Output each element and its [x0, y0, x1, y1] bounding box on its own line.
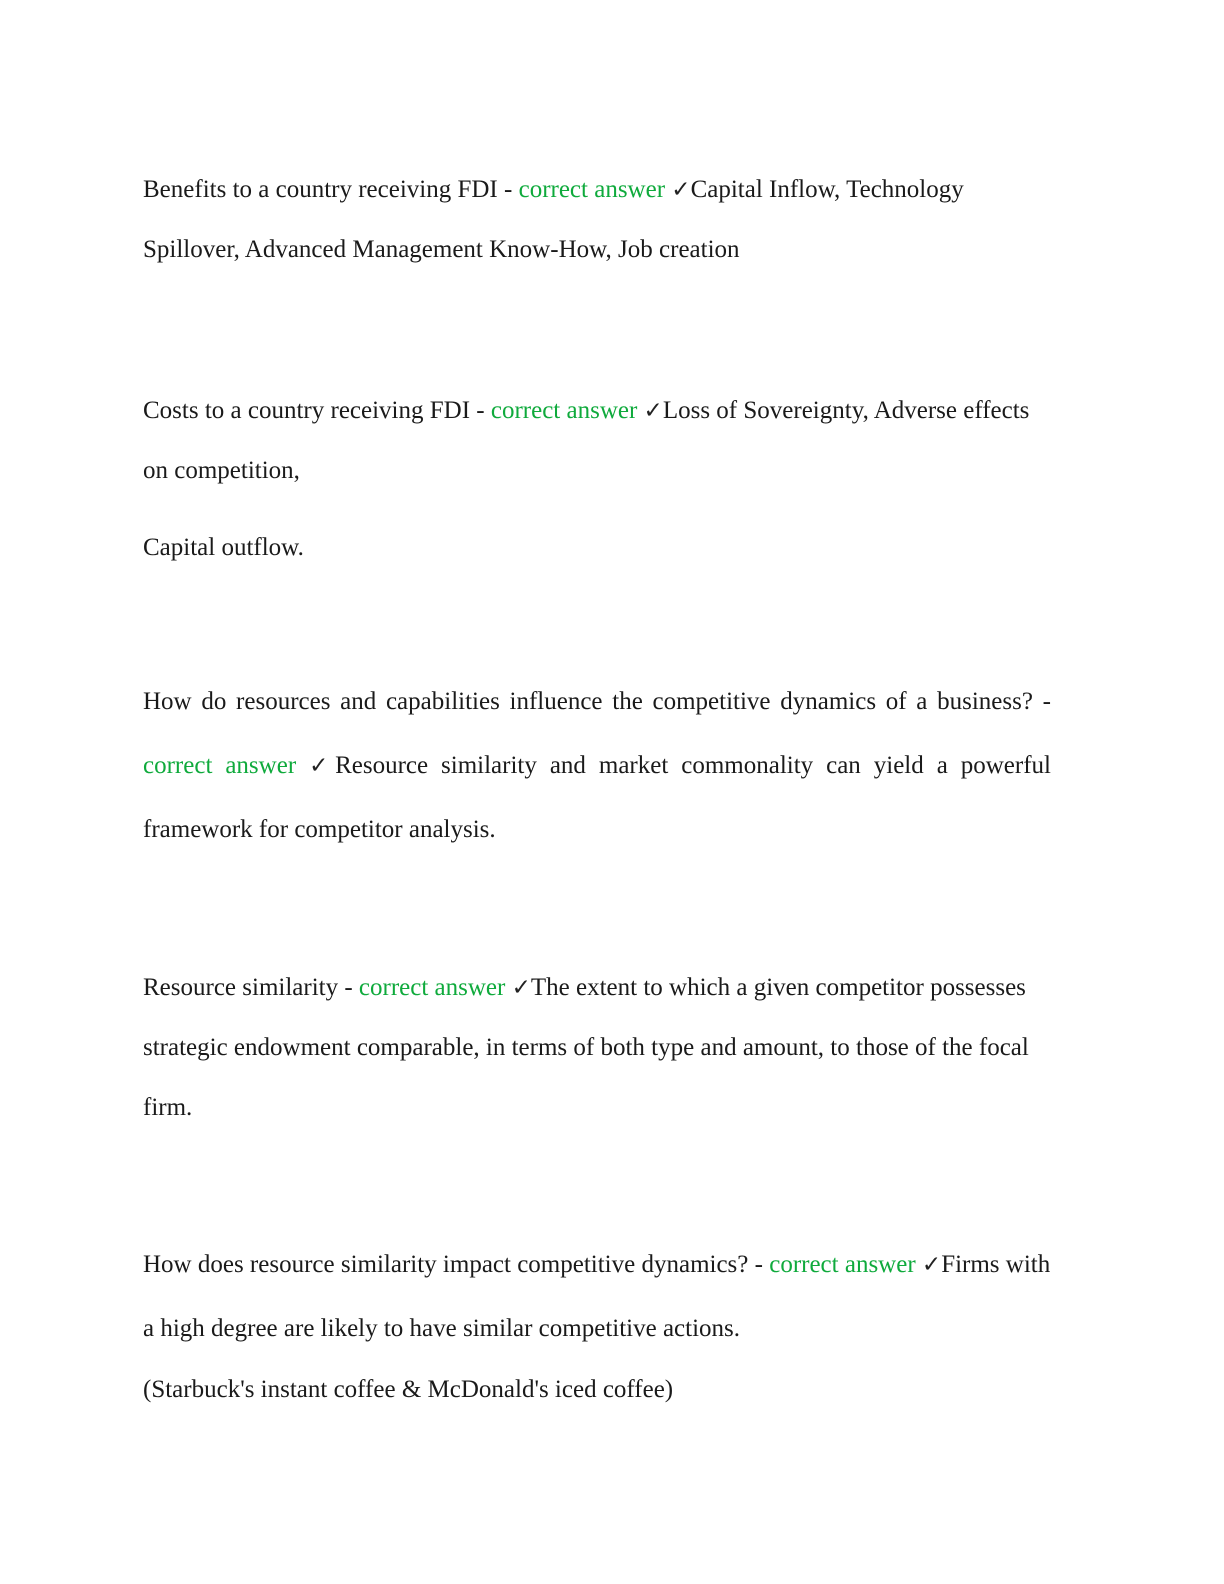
question-text: Costs to a country receiving FDI -: [143, 397, 491, 424]
check-icon: ✓: [309, 753, 336, 779]
correct-answer-label: correct answer: [769, 1251, 916, 1278]
correct-answer-label: correct answer: [518, 176, 666, 203]
answer-text: Loss of Sovereignty, Adverse effects on competition,: [143, 397, 1030, 484]
answer-text: Firms with a high degree are likely to have similar competitive actions.: [143, 1251, 1051, 1342]
correct-answer-label: correct answer: [358, 974, 506, 1001]
check-icon: ✓: [671, 177, 691, 203]
question-text: How does resource similarity impact competitive dynamics? -: [143, 1251, 770, 1278]
answer-text: The extent to which a given competitor possesses strategic endowment comparable, in terms of both type and amount, to those of the focal firm.: [143, 974, 1029, 1121]
answer-continuation: [143, 518, 1051, 578]
flashcard-entry: [143, 381, 1051, 501]
flashcard-entry: [143, 958, 1051, 1138]
correct-answer-label: correct answer: [143, 752, 297, 779]
answer-text: Capital Inflow, Technology Spillover, Advanced Management Know-How, Job creation: [143, 176, 964, 263]
flashcard-entry: [143, 670, 1051, 862]
flashcard-entry: [143, 160, 1051, 280]
check-icon: ✓: [921, 1252, 942, 1278]
check-icon: ✓: [643, 398, 663, 424]
question-text: Resource similarity -: [143, 974, 359, 1001]
check-icon: ✓: [511, 975, 531, 1001]
answer-extra-text: Capital outflow.: [143, 534, 304, 561]
question-text: Benefits to a country receiving FDI -: [143, 176, 519, 203]
question-text: How do resources and capabilities influence the competitive dynamics of a business? -: [143, 688, 1051, 715]
correct-answer-label: correct answer: [490, 397, 638, 424]
answer-text: Resource similarity and market commonality can yield a powerful framework for competitor analysis.: [143, 752, 1051, 843]
answer-continuation: [143, 1360, 1051, 1420]
answer-extra-text: (Starbuck's instant coffee & McDonald's iced coffee): [143, 1376, 674, 1403]
flashcard-entry: [143, 1233, 1051, 1361]
